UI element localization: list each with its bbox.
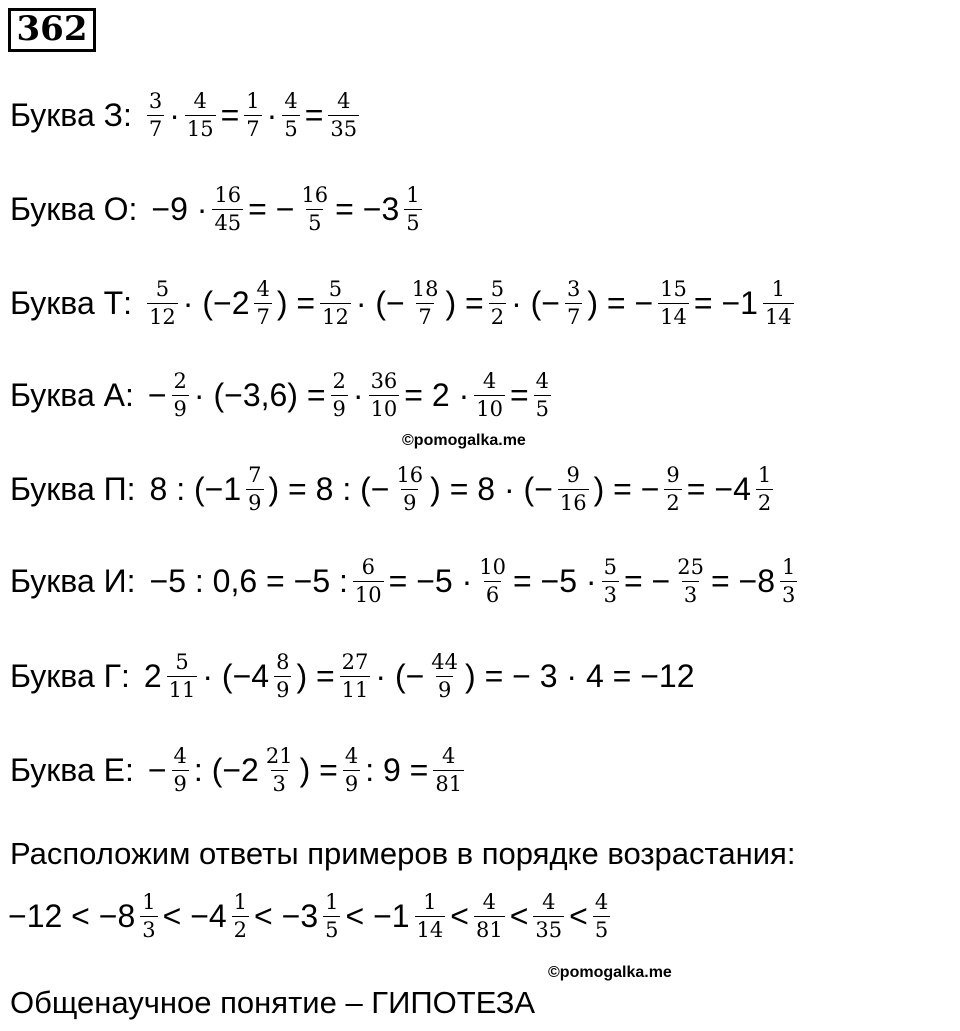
fraction-numerator: 10 — [479, 554, 506, 579]
fraction-denominator: 10 — [476, 396, 503, 421]
expression-text: = −1 — [693, 285, 758, 321]
fraction-numerator: 4 — [442, 743, 456, 768]
fraction-numerator: 2 — [173, 368, 187, 393]
fraction-denominator: 2 — [490, 304, 505, 329]
row-label: Буква Е: — [10, 752, 134, 788]
fraction — [343, 743, 360, 796]
fraction — [565, 276, 582, 329]
fraction-numerator: 16 — [301, 182, 329, 207]
expression-text: < −3 — [254, 898, 319, 934]
fraction-numerator: 1 — [142, 889, 156, 914]
fraction-denominator: 7 — [566, 304, 581, 329]
fraction-numerator: 44 — [431, 649, 459, 674]
fraction-denominator: 12 — [149, 304, 176, 329]
fraction-numerator: 4 — [173, 743, 187, 768]
fraction-denominator: 9 — [344, 771, 359, 796]
expression-text: : 9 = — [365, 752, 429, 788]
fraction-denominator: 9 — [403, 490, 417, 515]
expression-text: −5 : 0,6 = −5 : — [149, 563, 348, 599]
fraction-numerator: 1 — [771, 276, 785, 301]
fraction-numerator: 27 — [341, 649, 369, 674]
fraction-denominator: 9 — [173, 771, 187, 796]
fraction — [246, 462, 263, 515]
row-label: Буква О: — [10, 191, 138, 227]
expression-text: 8 : (−1 — [149, 471, 242, 507]
row-letter-t — [10, 263, 797, 343]
fraction-numerator: 2 — [332, 368, 346, 393]
fraction-numerator: 1 — [246, 88, 260, 113]
fraction-denominator: 81 — [475, 917, 503, 942]
fraction — [323, 889, 340, 942]
fraction — [602, 554, 619, 607]
fraction — [410, 276, 441, 329]
fraction-numerator: 6 — [361, 554, 375, 579]
expression-text: · (−3,6) = — [193, 377, 326, 413]
expression-text: ) = — [276, 285, 316, 321]
expression-text: ) = — [445, 285, 484, 321]
fraction — [282, 88, 299, 141]
fraction-denominator: 7 — [148, 116, 163, 141]
fraction — [664, 462, 681, 515]
row-label: Буква И: — [10, 563, 136, 599]
fraction — [763, 276, 794, 329]
fraction — [172, 743, 189, 796]
fraction-numerator: 21 — [265, 743, 293, 768]
fraction-denominator: 3 — [603, 582, 617, 607]
fraction-denominator: 45 — [214, 210, 242, 235]
expression-text: ) = − — [593, 471, 660, 507]
fraction-denominator: 14 — [416, 917, 444, 942]
fraction — [254, 276, 271, 329]
fraction-numerator: 4 — [594, 889, 609, 914]
expression-text: 2 — [143, 658, 162, 694]
fraction-denominator: 11 — [168, 677, 196, 702]
watermark: ©pomogalka.me — [548, 964, 672, 981]
fraction-numerator: 7 — [248, 462, 262, 487]
fraction-numerator: 16 — [396, 462, 424, 487]
expression-text: : (−2 — [193, 752, 259, 788]
fraction — [328, 88, 359, 141]
fraction — [172, 368, 189, 421]
operator: = — [220, 97, 240, 133]
expression-text: ) = 8 : (− — [268, 471, 390, 507]
fraction-numerator: 5 — [328, 276, 343, 301]
row-letter-g — [10, 636, 697, 716]
fraction-denominator: 9 — [173, 396, 187, 421]
fraction-numerator: 1 — [325, 889, 339, 914]
fraction-denominator: 5 — [594, 917, 609, 942]
fraction — [415, 889, 446, 942]
fraction — [489, 276, 506, 329]
row-label: Буква Г: — [10, 658, 130, 694]
row-letter-z — [10, 75, 362, 155]
fraction — [675, 554, 706, 607]
fraction-numerator: 9 — [666, 462, 680, 487]
expression-text: = −5 · — [512, 563, 597, 599]
fraction — [756, 462, 773, 515]
expression-text: < — [450, 898, 469, 934]
row-label: Буква П: — [10, 471, 136, 507]
fraction-denominator: 14 — [764, 304, 792, 329]
fraction-numerator: 4 — [256, 276, 270, 301]
row-label: Буква Т: — [10, 285, 133, 321]
order-line — [6, 876, 613, 956]
fraction — [477, 554, 508, 607]
row-label: Буква А: — [10, 377, 134, 413]
fraction-numerator: 4 — [344, 743, 359, 768]
expression-text: ) = − — [587, 285, 654, 321]
fraction — [331, 368, 348, 421]
fraction-denominator: 3 — [272, 771, 286, 796]
fraction-denominator: 7 — [246, 116, 260, 141]
fraction — [147, 276, 178, 329]
fraction-denominator: 9 — [437, 677, 452, 702]
expression-text: = −5 · — [388, 563, 473, 599]
expression-text: = −8 — [710, 563, 776, 599]
fraction-numerator: 9 — [566, 462, 580, 487]
fraction — [404, 182, 421, 235]
fraction-numerator: 1 — [782, 554, 796, 579]
expression-text: · (− — [375, 658, 425, 694]
fraction-numerator: 4 — [482, 368, 497, 393]
fraction-numerator: 5 — [603, 554, 617, 579]
fraction — [394, 462, 425, 515]
fraction-numerator: 16 — [214, 182, 242, 207]
row-letter-a — [10, 355, 554, 435]
fraction-denominator: 5 — [406, 210, 420, 235]
fraction — [780, 554, 797, 607]
expression-text: · (−2 — [182, 285, 250, 321]
fraction — [658, 276, 689, 329]
fraction — [140, 889, 157, 942]
expression-text: −9 · — [151, 191, 208, 227]
row-letter-o — [10, 169, 425, 249]
fraction-numerator: 15 — [660, 276, 687, 301]
expression-text: − — [147, 377, 167, 413]
fraction-numerator: 5 — [175, 649, 189, 674]
fraction — [433, 743, 464, 796]
expression-text: < — [569, 898, 588, 934]
expression-text: ) = 8 · (− — [430, 471, 553, 507]
fraction-denominator: 7 — [418, 304, 432, 329]
fraction-numerator: 1 — [233, 889, 248, 914]
fraction-denominator: 2 — [233, 917, 248, 942]
fraction-numerator: 5 — [155, 276, 170, 301]
fraction-denominator: 3 — [782, 582, 796, 607]
fraction-numerator: 4 — [284, 88, 298, 113]
fraction-denominator: 3 — [142, 917, 156, 942]
fraction-denominator: 5 — [308, 210, 322, 235]
expression-text: · (− — [511, 285, 560, 321]
fraction-denominator: 11 — [341, 677, 369, 702]
conclusion: Общенаучное понятие – ГИПОТЕЗА — [10, 985, 536, 1020]
operator: · — [169, 97, 180, 133]
order-heading: Расположим ответы примеров в порядке возрастания: — [10, 836, 796, 871]
expression-text: ) = − 3 · 4 = −12 — [465, 658, 695, 694]
fraction-denominator: 2 — [666, 490, 680, 515]
fraction-denominator: 10 — [370, 396, 398, 421]
fraction-numerator: 1 — [423, 889, 437, 914]
fraction-numerator: 25 — [677, 554, 704, 579]
fraction — [533, 889, 564, 942]
fraction — [212, 182, 243, 235]
fraction-denominator: 9 — [248, 490, 262, 515]
fraction — [353, 554, 384, 607]
row-letter-e — [10, 730, 467, 810]
expression-text: · (−4 — [202, 658, 270, 694]
fraction-denominator: 6 — [485, 582, 500, 607]
expression-text: < — [509, 898, 529, 934]
fraction-denominator: 5 — [325, 917, 339, 942]
fraction — [320, 276, 351, 329]
expression-text: ) = — [296, 658, 335, 694]
fraction-numerator: 4 — [193, 88, 207, 113]
expression-text: · — [352, 377, 364, 413]
fraction-denominator: 16 — [559, 490, 587, 515]
fraction-denominator: 81 — [435, 771, 463, 796]
fraction-denominator: 35 — [330, 116, 358, 141]
fraction — [474, 368, 505, 421]
fraction — [534, 368, 551, 421]
expression-text: = — [509, 377, 529, 413]
expression-text: < −1 — [345, 898, 410, 934]
fraction — [147, 88, 164, 141]
fraction — [593, 889, 610, 942]
fraction-denominator: 5 — [284, 116, 298, 141]
fraction — [232, 889, 249, 942]
operator: · — [266, 97, 278, 133]
operator: = — [304, 97, 324, 133]
fraction-denominator: 10 — [354, 582, 382, 607]
fraction-numerator: 3 — [148, 88, 163, 113]
fraction — [474, 889, 505, 942]
fraction — [558, 462, 589, 515]
expression-text: −12 < −8 — [8, 898, 136, 934]
fraction — [244, 88, 261, 141]
fraction-numerator: 36 — [370, 368, 398, 393]
fraction — [299, 182, 330, 235]
fraction-numerator: 4 — [482, 889, 497, 914]
fraction-denominator: 5 — [535, 396, 550, 421]
expression-text: = − — [248, 191, 295, 227]
fraction-denominator: 9 — [332, 396, 346, 421]
fraction-denominator: 9 — [276, 677, 290, 702]
fraction-numerator: 4 — [542, 889, 556, 914]
fraction-denominator: 35 — [535, 917, 563, 942]
fraction-numerator: 5 — [490, 276, 505, 301]
fraction-denominator: 3 — [683, 582, 698, 607]
fraction-numerator: 1 — [406, 182, 420, 207]
row-letter-i — [10, 541, 800, 621]
expression-text: − — [147, 752, 167, 788]
fraction-denominator: 14 — [660, 304, 687, 329]
fraction-denominator: 7 — [256, 304, 270, 329]
fraction — [167, 649, 198, 702]
problem-number: 362 — [8, 8, 96, 52]
expression-text: < −4 — [162, 898, 227, 934]
expression-text: = − — [623, 563, 671, 599]
fraction — [274, 649, 291, 702]
fraction — [185, 88, 216, 141]
fraction-denominator: 15 — [186, 116, 214, 141]
row-letter-p — [10, 449, 776, 529]
fraction-numerator: 18 — [411, 276, 439, 301]
fraction — [369, 368, 400, 421]
fraction-denominator: 2 — [757, 490, 772, 515]
expression-text: = −3 — [335, 191, 400, 227]
fraction-numerator: 4 — [337, 88, 351, 113]
fraction — [429, 649, 460, 702]
watermark: ©pomogalka.me — [402, 432, 526, 449]
expression-text: = 2 · — [404, 377, 470, 413]
fraction — [264, 743, 295, 796]
expression-text: ) = — [299, 752, 338, 788]
fraction-denominator: 12 — [322, 304, 349, 329]
fraction-numerator: 8 — [276, 649, 290, 674]
fraction-numerator: 3 — [566, 276, 581, 301]
expression-text: = −4 — [686, 471, 751, 507]
fraction — [340, 649, 371, 702]
fraction-numerator: 1 — [757, 462, 772, 487]
fraction-numerator: 4 — [535, 368, 550, 393]
expression-text: · (− — [355, 285, 405, 321]
row-label: Буква З: — [10, 97, 132, 133]
